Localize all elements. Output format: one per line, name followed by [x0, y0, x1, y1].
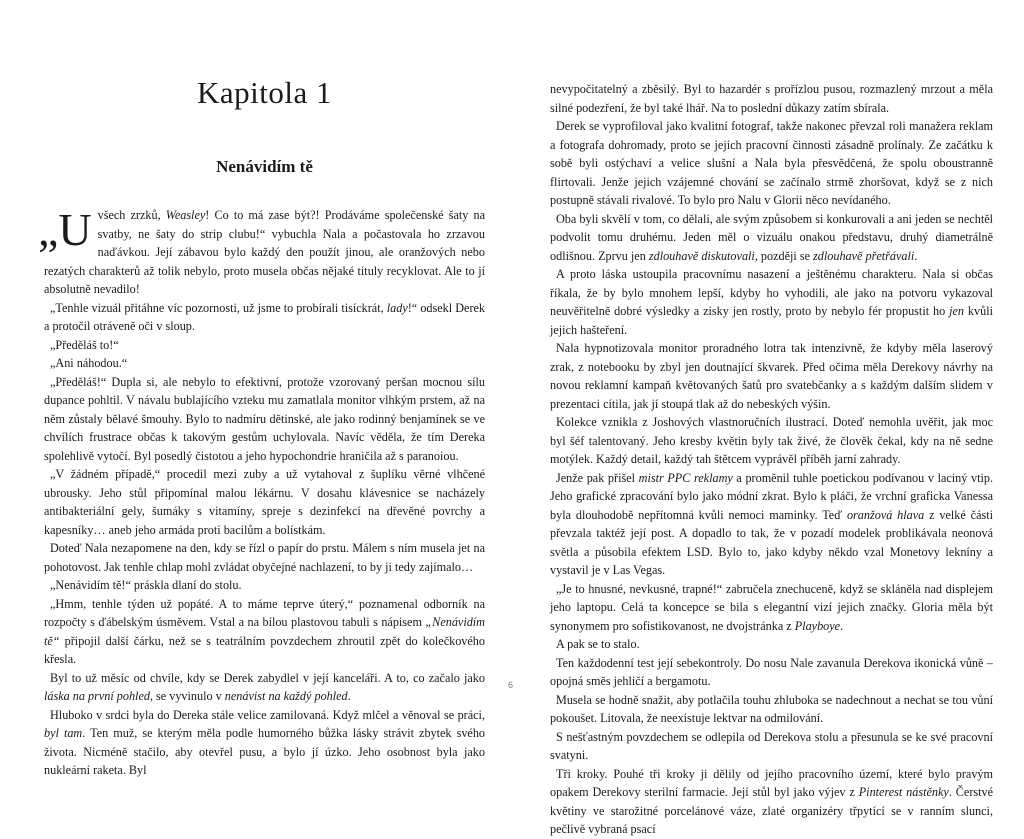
- text-run: ! Co to má zase být?! Prodáváme společenské šaty na svatby, ne šaty do strip clubu!“ vybuchla Nala a počastovala ho zrzavou naďávkou. Její zábavou bylo každý den použít jinou, ale oranžových nebo rezatých charakterů až tolik nebylo, proto musela občas nějaké tituly recyklovat. Ale to jí absolutně nevadilo!: [44, 208, 485, 296]
- text-run: „Tenhle vizuál přitáhne víc pozornosti, už jsme to probírali tisíckrát,: [50, 300, 387, 315]
- paragraph: [550, 413, 993, 469]
- text-run: Kolekce vznikla z Joshových vlastnoručních ilustrací. Doteď nemohla uvěřit, jak moc byl šéf talentovaný. Jeho kresby květin byly tak živé, že člověk čekal, kdy na ně sedne motýlek. Každý detail, každý tah štětcem vyprávěl příběh jarní zahrady.: [550, 415, 993, 466]
- text-run: .: [347, 689, 351, 703]
- chapter-subtitle: Nenávidím tě: [216, 157, 313, 176]
- italic-text: byl tam: [44, 726, 83, 740]
- paragraph: [44, 706, 485, 780]
- text-run: !“ odsekl Derek a protočil otráveně oči v sloup.: [44, 300, 486, 333]
- text-run: „V žádném případě,“ procedil mezi zuby a už vytahoval z šuplíku věrné vlhčené ubrousky. Jeho stůl připomínal malou lékárnu. V dosahu klávesnice se nacházely antibakteriální gely, šumáky s vitamíny, spreje s dezinfekcí na dřevěné povrchy a kapesníky… aneb jeho armáda proti bacilům a bolístkám.: [44, 467, 485, 537]
- paragraph: [550, 339, 993, 413]
- italic-text: Weasley: [165, 208, 206, 222]
- italic-text: láska na první pohled: [44, 689, 150, 703]
- paragraph: [44, 576, 485, 595]
- text-run: Oba byli skvělí v tom, co dělali, ale svým způsobem si konkurovali a ani jeden se nechtěl podvolit tomu druhému. Jeden měl o vizuálu onakou představu, druhý diametrálně odlišnou. Zprvu jen: [550, 211, 993, 263]
- italic-text: lady: [386, 300, 408, 315]
- text-run: A proto láska ustoupila pracovnímu nasazení a ještěnému charakteru. Nala si občas říkala, že by bylo mnohem lepší, kdyby ho vyhodili, ale jako na potvoru vykazoval neuvěřitelně dobré výsledky a zisky jen rostly, proto by nebylo fér propustit ho: [550, 267, 993, 318]
- text-run: připojil další čárku, než se s teatrálním povzdechem zhroutil zpět do kolečkového křesla.: [44, 633, 485, 666]
- paragraph: [44, 206, 485, 299]
- paragraph: [44, 336, 485, 355]
- chapter-title: Kapitola 1: [197, 75, 332, 110]
- text-run: Derek se vyprofiloval jako kvalitní fotograf, takže nakonec převzal roli manažera reklam a fotografa dohromady, proto se jejich pracovní činnosti zásadně prolínaly. Ze začátku k sobě byli ostýchaví a velice slušní a Nala byla přesvědčená, že spolu oboustranně flirtovali. Jenže jejich vzájemné chování se začínalo strmě zhoršovat, když se z nich postupně stávali rivalové. To bylo pro Nalu v Glorii něco nevídaného.: [550, 119, 993, 207]
- paragraph: [550, 210, 993, 266]
- paragraph: [550, 580, 993, 636]
- text-run: Doteď Nala nezapomene na den, kdy se řízl o papír do prstu. Málem s ním musela jet na pohotovost. Jak tenhle chlap mohl zvládat obyčejné nachlazení, to by ji tedy zajímalo…: [44, 541, 485, 574]
- text-run: „Předěláš to!“: [50, 337, 119, 352]
- paragraph: [550, 765, 993, 839]
- paragraph: [44, 595, 485, 669]
- italic-text: Playboye: [794, 618, 841, 633]
- text-run: Musela se hodně snažit, aby potlačila touhu zhluboka se nadechnout a nechat se tou vůní pokoušet. Litovala, že neexistuje lektvar na odmilování.: [550, 692, 993, 725]
- text-run: a proměnil tuhle poetickou podívanou v laciný vtip. Jeho grafické zpracování bylo jako módní zkrat. Bylo k pláči, že vrchní graficka Vanessa byla dlouhodobě nepřítomná kvůli nemoci maminky. Teď: [550, 470, 993, 522]
- paragraph: [550, 654, 993, 691]
- text-run: z velké části převzala taktéž její post. A dopadlo to tak, že v pozadí modelek problikávala neonová světla a působila efektem LSD. Bylo to, jako kdyby někdo vzal Monetovy lekníny a vystavil je v Las Vegas.: [550, 507, 993, 577]
- italic-text: Pinterest nástěnky: [858, 785, 949, 799]
- text-run: , později se: [754, 248, 814, 263]
- paragraph: [44, 373, 485, 466]
- text-run: „Nenávidím tě!“ práskla dlaní do stolu.: [50, 578, 242, 592]
- text-run: Hluboko v srdci byla do Dereka stále velice zamilovaná. Když mlčel a věnoval se práci,: [50, 707, 485, 722]
- text-run: .: [840, 618, 844, 633]
- paragraph: [44, 354, 485, 373]
- left-page: [0, 0, 512, 777]
- left-paragraphs: [44, 206, 485, 780]
- italic-text: „Nenávidím tě“: [44, 615, 485, 648]
- italic-text: nenávist na každý pohled: [224, 689, 348, 703]
- text-run: Tři kroky. Pouhé tři kroky ji dělily od jejího pracovního území, které bylo pravým opakem Derekovy sterilní farmacie. Její stůl byl jako výjev z: [550, 766, 993, 799]
- paragraph: [550, 80, 993, 117]
- paragraph: [550, 117, 993, 210]
- text-run: „Ani náhodou.“: [50, 356, 128, 370]
- paragraph: [550, 469, 993, 580]
- text-run: . Čerstvé květiny ve starožitné porcelánové váze, zlaté organizéry třpytící se v ranním slunci, pečlivě vybraná psací: [550, 785, 994, 836]
- paragraph: [44, 539, 485, 576]
- text-run: A pak se to stalo.: [556, 637, 640, 651]
- text-run: všech zrzků,: [97, 208, 166, 222]
- text-run: nevypočitatelný a zběsilý. Byl to hazardér s prořízlou pusou, rozmazlený mrzout a měla silné podezření, že byl také lhář. Na to poslední důkazy zatím sbírala.: [550, 82, 993, 115]
- text-run: .: [914, 248, 918, 263]
- text-run: „Hmm, tenhle týden už popáté. A to máme teprve úterý,“ poznamenal odborník na rozpočty s ďábelským úsměvem. Vstal a na bílou plastovou tabuli s nápisem: [44, 596, 485, 629]
- text-run: Ten každodenní test její sebekontroly. Do nosu Nale zavanula Derekova ikonická vůně – opojná směs jehličí a bergamotu.: [550, 655, 993, 688]
- paragraph: [550, 635, 993, 654]
- text-run: Jenže pak přišel: [556, 470, 639, 485]
- italic-text: zdlouhavě přetřávali: [813, 248, 915, 263]
- paragraph: [44, 465, 485, 539]
- paragraph: [550, 728, 993, 765]
- left-text-column: [38, 204, 486, 780]
- text-run: Byl to už měsíc od chvíle, kdy se Derek zabydlel v její kanceláři. A to, co začalo jako: [50, 670, 485, 685]
- page-number: 6: [508, 680, 514, 690]
- right-paragraphs: [550, 80, 993, 839]
- text-run: „Předěláš!“ Dupla si, ale nebylo to efektivní, protože vzorovaný peršan mocnou sílu dupance pohltil. V návalu bublajícího vzteku mu zamatlala monitor vlhkým prstem, až na něm zůstaly bělavé šmouhy. Bylo to nadmíru dětinské, ale jako rodinný benjamínek se ve chvílích frustrace občas k takovým gestům uchylovala. Navíc věděla, že tím Dereka spolehlivě vytočí. Byl posedlý čistotou a jeho hypochondrie hraničila až s paranoiou.: [44, 374, 485, 463]
- text-run: . Ten muž, se kterým měla podle humorného bůžka lásky strávit zbytek svého života. Nicméně stačilo, aby otevřel pusu, a bylo jí úzko. Jeho osobnost byla jako nukleární raketa. Byl: [44, 726, 486, 777]
- text-run: „Je to hnusné, nevkusné, trapné!“ zabručela znechuceně, když se skláněla nad displejem jeho laptopu. Celá ta koncepce se bila s elegantní vizí jejich značky. Gloria měla být synonymem pro sofistikovanost, ne dvojstránka z: [550, 581, 993, 633]
- paragraph: [44, 669, 485, 706]
- italic-text: mistr PPC reklamy: [638, 470, 733, 485]
- text-run: , se vyvinulo v: [149, 689, 225, 703]
- italic-text: oranžová hlava: [846, 507, 925, 522]
- italic-text: zdlouhavě diskutovali: [648, 248, 755, 263]
- text-run: S nešťastným povzdechem se odlepila od Derekova stolu a přesunula se ke své pracovní svatyni.: [550, 729, 993, 762]
- right-page: [512, 0, 1024, 836]
- paragraph: [44, 299, 485, 336]
- text-run: Nala hypnotizovala monitor proradného lotra tak intenzivně, že kdyby měla laserový zrak, z notebooku by zbyl jen doutnající škvarek. Před očima měla Derekovy návrhy na novou reklamní kampaň květovaných šatů pro svatebčanky a s každým dalším slidem v prezentaci cítila, jak jí stoupá tlak až do nebeských výšin.: [550, 341, 993, 411]
- italic-text: jen: [949, 304, 965, 318]
- drop-cap: „U: [38, 204, 92, 255]
- paragraph: [550, 265, 993, 339]
- text-run: kvůli jejich hašteření.: [550, 304, 993, 337]
- paragraph: [550, 691, 993, 728]
- right-text-column: [550, 80, 993, 839]
